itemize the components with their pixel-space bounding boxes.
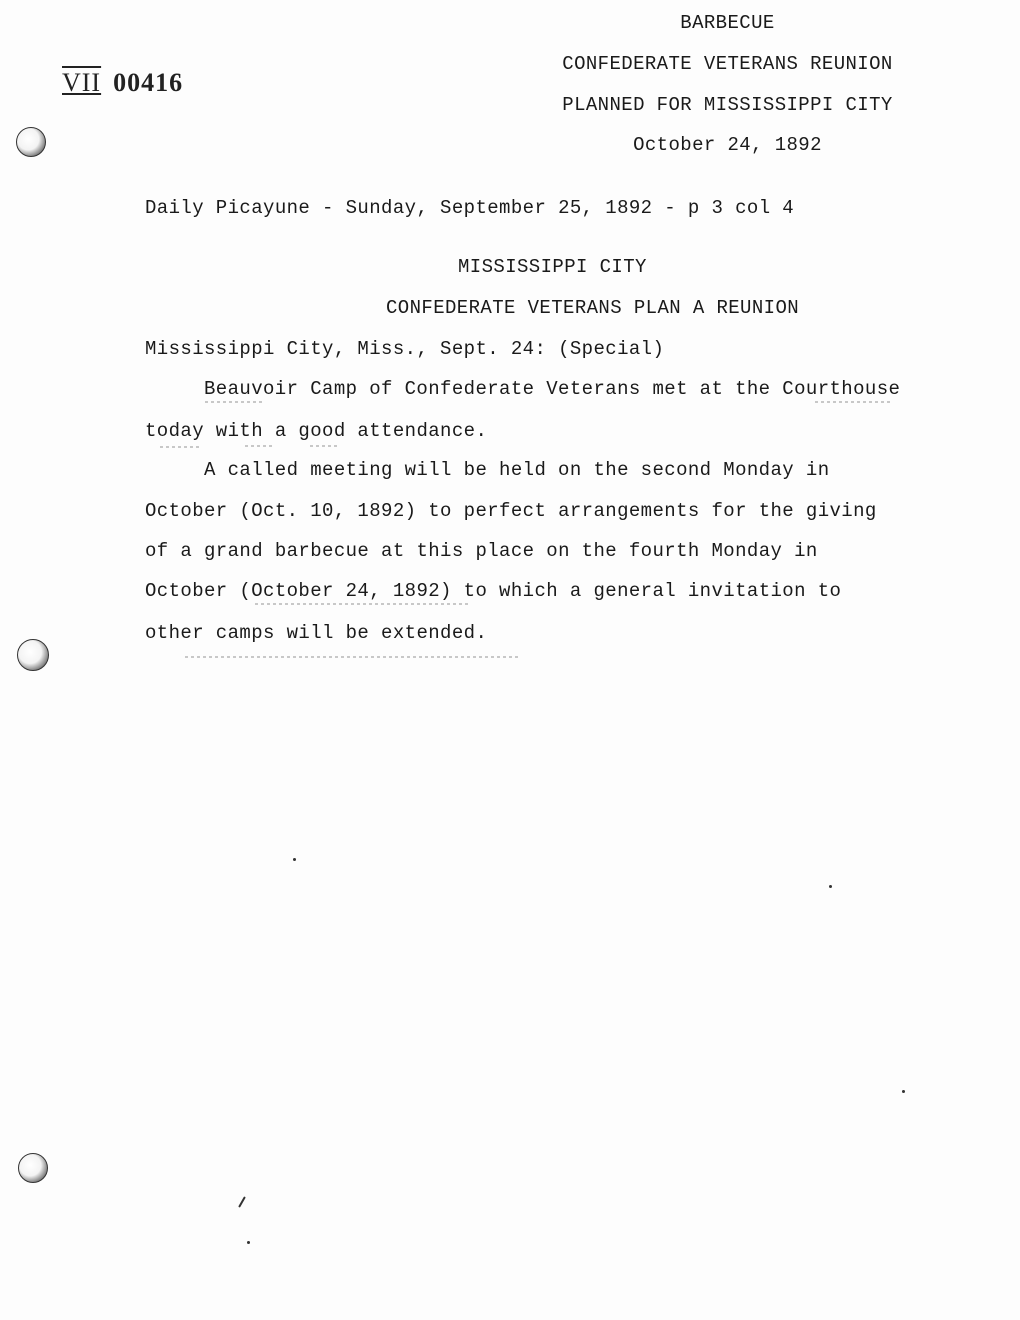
pencil-mark — [815, 401, 890, 403]
scan-speck — [238, 1196, 246, 1207]
header-date: October 24, 1892 — [633, 134, 822, 156]
source-citation: Daily Picayune - Sunday, September 25, 1892 - p 3 col 4 — [145, 197, 795, 219]
catalog-roman: VII — [62, 68, 102, 97]
scan-speck — [902, 1090, 905, 1093]
article-line: other camps will be extended. — [145, 622, 488, 644]
catalog-id: 00416 — [113, 68, 184, 97]
binder-hole-bottom — [18, 1153, 48, 1183]
article-line: October (Oct. 10, 1892) to perfect arrangements for the giving — [145, 500, 877, 522]
article-heading: MISSISSIPPI CITY — [458, 256, 647, 278]
header-location: PLANNED FOR MISSISSIPPI CITY — [562, 94, 893, 116]
article-line: October (October 24, 1892) to which a general invitation to — [145, 580, 842, 602]
scan-speck — [247, 1241, 250, 1244]
article-line: of a grand barbecue at this place on the fourth Monday in — [145, 540, 818, 562]
pencil-mark — [255, 603, 470, 605]
binder-hole-top — [16, 127, 46, 157]
header-subtitle: CONFEDERATE VETERANS REUNION — [562, 53, 893, 75]
binder-hole-middle — [17, 639, 49, 671]
scan-speck — [829, 885, 832, 888]
article-line: Beauvoir Camp of Confederate Veterans met at the Courthouse — [204, 378, 901, 400]
article-line: A called meeting will be held on the second Monday in — [204, 459, 830, 481]
article-dateline: Mississippi City, Miss., Sept. 24: (Special) — [145, 338, 665, 360]
pencil-mark — [205, 401, 265, 403]
pencil-mark — [310, 445, 340, 447]
pencil-mark — [245, 445, 275, 447]
article-line: today with a good attendance. — [145, 420, 488, 442]
scan-speck — [293, 858, 296, 861]
article-subheading: CONFEDERATE VETERANS PLAN A REUNION — [386, 297, 800, 319]
catalog-number — [62, 68, 183, 98]
header-title: BARBECUE — [680, 12, 775, 34]
pencil-mark — [160, 446, 200, 448]
pencil-mark — [185, 656, 520, 658]
